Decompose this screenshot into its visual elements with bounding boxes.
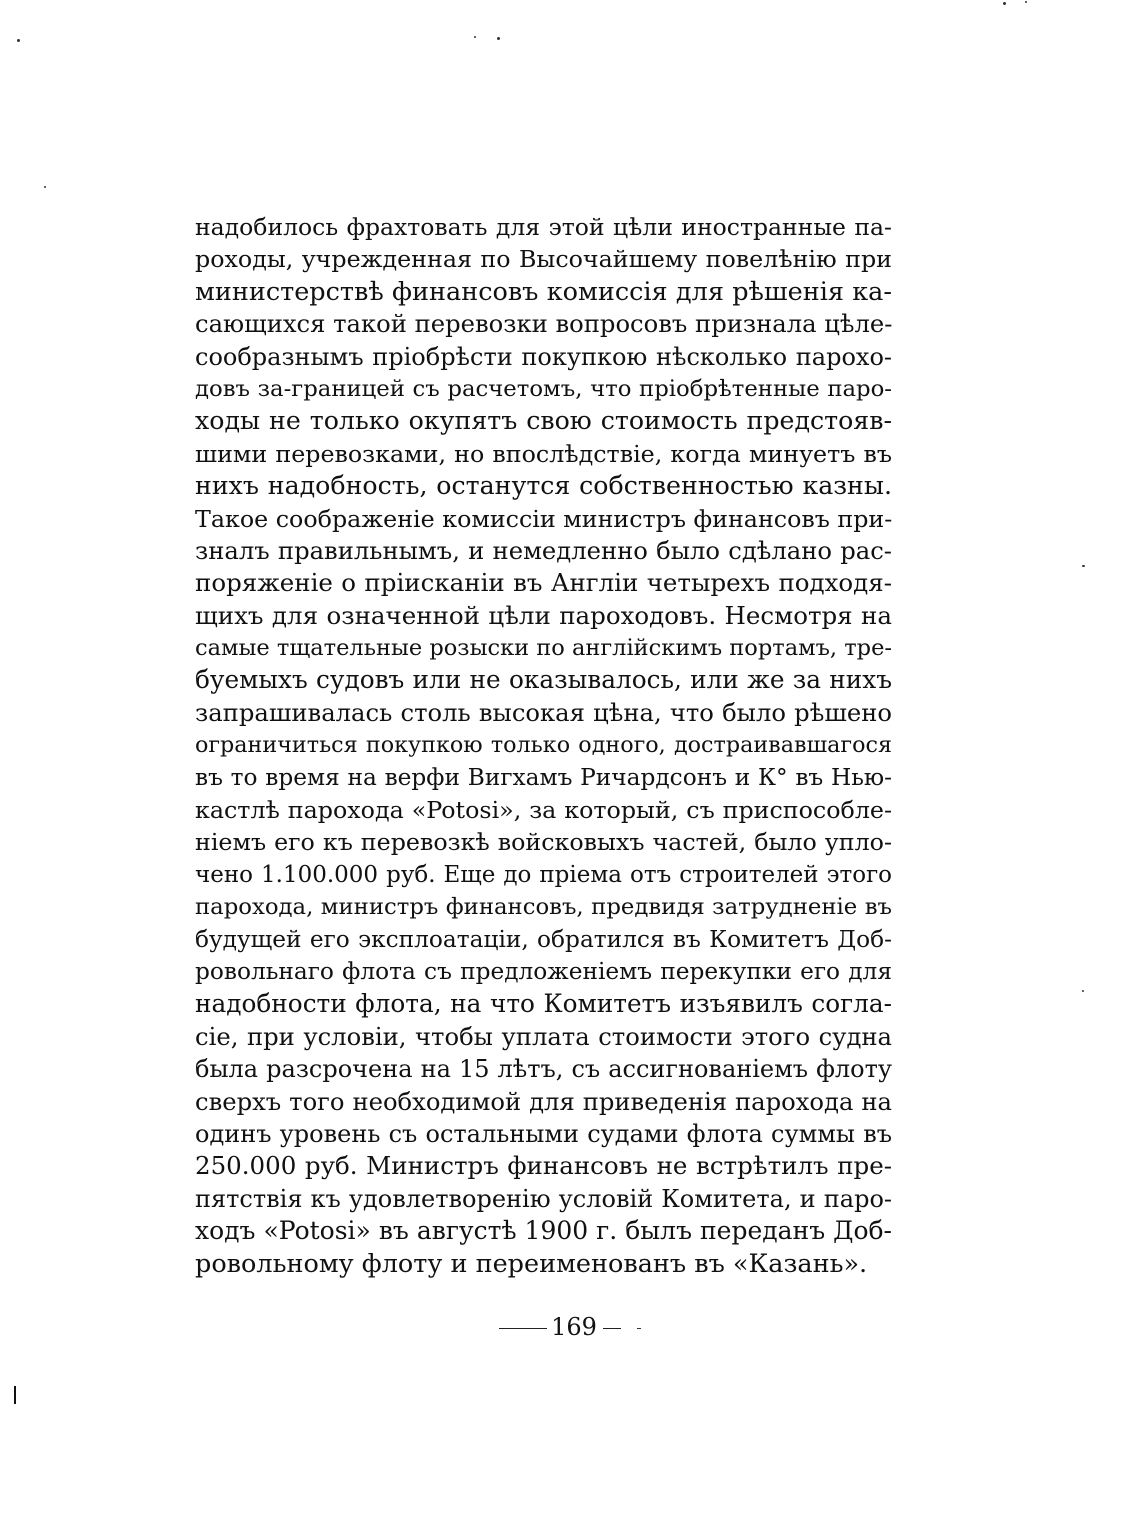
folio-dash	[499, 1328, 547, 1329]
scan-margin-mark	[14, 1386, 16, 1404]
text-line: сающихся такой перевозки вопросовъ признала цѣле-	[195, 309, 893, 339]
text-line: въ то время на верфи Вигхамъ Ричардсонъ и К° въ Нью-	[195, 763, 892, 791]
scan-speck	[1025, 1, 1027, 3]
scan-speck	[1082, 565, 1085, 567]
text-line: надобилось фрахтовать для этой цѣли иностранные па-	[195, 213, 892, 241]
text-line: запрашивалась столь высокая цѣна, что было рѣшено	[195, 697, 892, 727]
text-line: буемыхъ судовъ или не оказывалось, или же за нихъ	[195, 665, 892, 695]
body-text	[195, 211, 892, 1280]
text-line: пятствія къ удовлетворенію условій Комитета, и паро-	[195, 1184, 892, 1213]
text-line: была разсрочена на 15 лѣтъ, съ ассигнованіемъ флоту	[195, 1055, 892, 1084]
text-line: 250.000 руб. Министръ финансовъ не встрѣтилъ пре-	[195, 1151, 892, 1181]
text-line: надобности флота, на что Комитетъ изъявилъ согла-	[195, 989, 892, 1019]
text-line: довъ за-границей съ расчетомъ, что пріобрѣтенные паро-	[195, 375, 892, 402]
text-line: сверхъ того необходимой для приведенія парохода на	[195, 1086, 892, 1116]
text-line: одинъ уровень съ остальными судами флота суммы въ	[195, 1119, 892, 1148]
text-line: щихъ для означенной цѣли пароходовъ. Несмотря на	[195, 600, 892, 630]
text-line: будущей его эксплоатаціи, обратился въ Комитетъ Доб-	[195, 925, 892, 953]
scan-speck	[1003, 2, 1006, 5]
text-line: министерствѣ финансовъ комиссія для рѣшенія ка-	[195, 276, 892, 307]
text-line: роходы, учрежденная по Высочайшему повелѣнію при	[195, 245, 892, 274]
scan-speck	[17, 39, 20, 42]
page-number	[0, 1311, 1140, 1343]
text-line: поряженіе о пріисканіи въ Англіи четырехъ подходя-	[195, 568, 892, 598]
text-line: шими перевозками, но впослѣдствіе, когда минуетъ въ	[195, 439, 892, 468]
text-line: ніемъ его къ перевозкѣ войсковыхъ частей, было упло-	[195, 828, 892, 857]
text-line: ровольному флоту и переименованъ въ «Казань».	[195, 1248, 868, 1279]
page-number-label: 169	[551, 1313, 597, 1341]
text-line: сообразнымъ пріобрѣсти покупкою нѣсколько парохо-	[195, 342, 892, 371]
text-line: ходъ «Potosi» въ августѣ 1900 г. былъ переданъ Доб-	[195, 1216, 892, 1246]
text-line: чено 1.100.000 руб. Еще до пріема отъ строителей этого	[195, 861, 892, 888]
text-line: парохода, министръ финансовъ, предвидя затрудненіе въ	[195, 894, 892, 921]
text-line: ограничиться покупкою только одного, достраивавшагося	[195, 732, 892, 759]
scan-speck	[497, 37, 500, 40]
text-line: кастлѣ парохода «Potosi», за который, съ приспособле-	[195, 796, 892, 825]
scan-speck	[44, 186, 46, 188]
scan-speck	[474, 36, 476, 38]
text-line: Такое соображеніе комиссіи министръ финансовъ при-	[195, 504, 893, 533]
scan-speck	[1082, 990, 1084, 992]
folio-dash	[637, 1328, 641, 1329]
text-line: самые тщательные розыски по англійскимъ портамъ, тре-	[195, 635, 892, 662]
text-line: сіе, при условіи, чтобы уплата стоимости этого судна	[195, 1021, 892, 1051]
text-line: нихъ надобность, останутся собственностью казны.	[195, 471, 892, 501]
text-line: ровольнаго флота съ предложеніемъ перекупки его для	[195, 957, 892, 985]
text-line: ходы не только окупятъ свою стоимость предстояв-	[195, 406, 892, 436]
text-line: зналъ правильнымъ, и немедленно было сдѣлано рас-	[195, 535, 892, 565]
folio-dash	[603, 1328, 621, 1329]
